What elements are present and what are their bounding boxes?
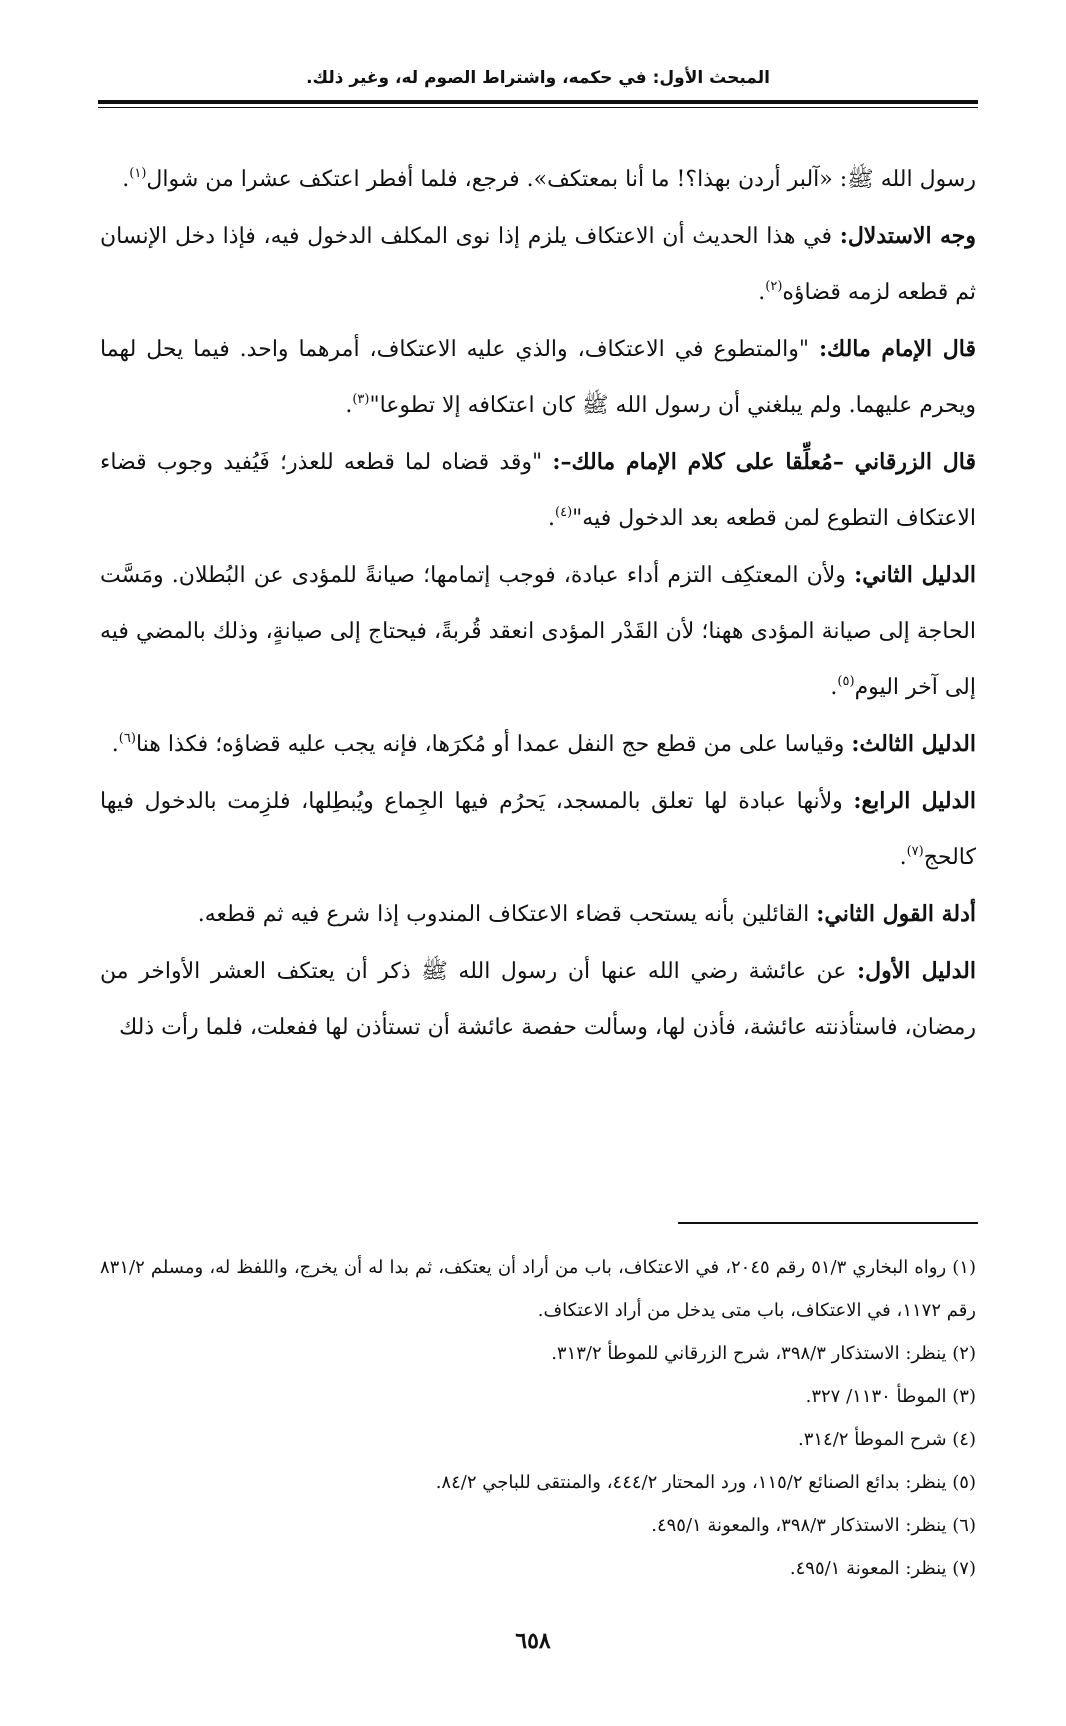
footnote-2: (٢) ينظر: الاستذكار ٣٩٨/٣، شرح الزرقاني للموطأ ٣١٣/٢. bbox=[551, 1343, 976, 1364]
paragraph-third-evidence: الدليل الثالث: وقياسا على من قطع حج النفل عمدا أو مُكرَها، فإنه يجب عليه قضاؤه؛ فكذا هنا$^{(٦)}$. bbox=[111, 731, 976, 757]
footnote-ref-2[interactable]: (٢) bbox=[765, 279, 783, 294]
footnote-ref-1[interactable]: (١) bbox=[129, 166, 147, 181]
paragraph-text: ولأنها عبادة لها تعلق بالمسجد، يَحرُم فيها الجِماع ويُبطِلها، فلزِمت بالدخول فيها كالحج bbox=[100, 789, 976, 870]
paragraph-text: وقياسا على من قطع حج النفل عمدا أو مُكرَها، فإنه يجب عليه قضاؤه؛ فكذا هنا bbox=[135, 732, 852, 757]
paragraph-second-evidence: الدليل الثاني: ولأن المعتكِف التزم أداء عبادة، فوجب إتمامها؛ صيانةً للمؤدى عن البُطلان. ومَسَّت الحاجة إلى صيانة المؤدى ههنا؛ لأن القَدْر المؤدى انعقد قُربةً، فيحتاج إلى صيانةٍ، وذلك بالمضي فيه إلى آخر اليوم$^{(٥)}$. bbox=[100, 562, 977, 700]
paragraph-lead: الدليل الأول: bbox=[857, 958, 976, 984]
page-number: ٦٥٨ bbox=[515, 1628, 551, 1654]
header-rule bbox=[98, 100, 978, 108]
footnote-5: (٥) ينظر: بدائع الصنائع ١١٥/٢، ورد المحتار ٤٤٤/٢، والمنتقى للباجي ٨٤/٢. bbox=[435, 1472, 976, 1493]
footnote-ref-7[interactable]: (٧) bbox=[906, 844, 924, 859]
footnote-7: (٧) ينظر: المعونة ٤٩٥/١. bbox=[789, 1558, 976, 1579]
paragraph-text: "والمتطوع في الاعتكاف، والذي عليه الاعتكاف، أمرهما واحد. فيما يحل لهما ويحرم عليهما. ولم يبلغني أن رسول الله ﷺ كان اعتكافه إلا تطوعا" bbox=[100, 337, 976, 418]
paragraph-hadith-continuation: رسول الله ﷺ: «آلبر أردن بهذا؟! ما أنا بمعتكف». فرجع، فلما أفطر اعتكف عشرا من شوال$^{(١)}$. bbox=[122, 166, 976, 192]
paragraph-second-opinion-evidence bbox=[100, 886, 976, 943]
footnote-4: (٤) شرح الموطأ ٣١٤/٢. bbox=[797, 1429, 976, 1450]
paragraph-first-evidence bbox=[100, 943, 976, 1056]
paragraph-malik: قال الإمام مالك: "والمتطوع في الاعتكاف، والذي عليه الاعتكاف، أمرهما واحد. فيما يحل لهما ويحرم عليهما. ولم يبلغني أن رسول الله ﷺ كان اعتكافه إلا تطوعا"$^{(٣)}$. bbox=[100, 336, 976, 418]
footnote-3: (٣) الموطأ ١١٣٠/ ٣٢٧. bbox=[805, 1386, 976, 1407]
footnote-1: (١) رواه البخاري ٥١/٣ رقم ٢٠٤٥، في الاعتكاف، باب من أراد أن يعتكف، ثم بدا له أن يخرج، واللفظ له، ومسلم ٨٣١/٢ رقم ١١٧٢، في الاعتكاف، باب متى يدخل من أراد الاعتكاف. bbox=[100, 1257, 976, 1321]
paragraph-text: القائلين بأنه يستحب قضاء الاعتكاف المندوب إذا شرع فيه ثم قطعه. bbox=[197, 902, 817, 927]
paragraph-inference: وجه الاستدلال: في هذا الحديث أن الاعتكاف يلزم إذا نوى المكلف الدخول فيه، فإذا دخل الإنسان ثم قطعه لزمه قضاؤه$^{(٢)}$. bbox=[100, 223, 976, 305]
paragraph-text: عن عائشة رضي الله عنها أن رسول الله ﷺ ذكر أن يعتكف العشر الأواخر من رمضان، فاستأذنته عائشة، فأذن لها، وسألت حفصة عائشة أن تستأذن لها ففعلت، فلما رأت ذلك bbox=[100, 959, 976, 1040]
footnote-ref-5[interactable]: (٥) bbox=[837, 674, 855, 689]
paragraph-fourth-evidence: الدليل الرابع: ولأنها عبادة لها تعلق بالمسجد، يَحرُم فيها الجِماع ويُبطِلها، فلزِمت بالدخول فيها كالحج$^{(٧)}$. bbox=[100, 788, 976, 870]
footnote-ref-6[interactable]: (٦) bbox=[118, 731, 136, 746]
footnote-ref-3[interactable]: (٣) bbox=[352, 392, 370, 407]
paragraph-lead: الدليل الثاني: bbox=[854, 562, 977, 588]
main-text bbox=[100, 152, 976, 1056]
footnote-separator bbox=[678, 1222, 978, 1224]
running-header: المبحث الأول: في حكمه، واشتراط الصوم له، وغير ذلك. bbox=[306, 68, 770, 88]
paragraph-text: "وقد قضاه لما قطعه للعذر؛ فَيُفيد وجوب قضاء الاعتكاف التطوع لمن قطعه بعد الدخول فيه" bbox=[100, 450, 976, 531]
paragraph-lead: الدليل الرابع: bbox=[853, 788, 976, 814]
paragraph-lead: وجه الاستدلال: bbox=[839, 223, 976, 249]
paragraph-text: رسول الله ﷺ: «آلبر أردن بهذا؟! ما أنا بمعتكف». فرجع، فلما أفطر اعتكف عشرا من شوال bbox=[146, 167, 976, 192]
footnotes bbox=[100, 1246, 976, 1590]
paragraph-lead: قال الإمام مالك: bbox=[818, 336, 976, 362]
paragraph-text: ولأن المعتكِف التزم أداء عبادة، فوجب إتمامها؛ صيانةً للمؤدى عن البُطلان. ومَسَّت الحاجة إلى صيانة المؤدى ههنا؛ لأن القَدْر المؤدى انعقد قُربةً، فيحتاج إلى صيانةٍ، وذلك بالمضي فيه إلى آخر اليوم bbox=[100, 563, 976, 700]
paragraph-lead: الدليل الثالث: bbox=[851, 731, 976, 757]
footnote-ref-4[interactable]: (٤) bbox=[555, 505, 573, 520]
footnote-6: (٦) ينظر: الاستذكار ٣٩٨/٣، والمعونة ٤٩٥/١. bbox=[651, 1515, 976, 1536]
paragraph-zurqani: قال الزرقاني –مُعلِّقا على كلام الإمام مالك–: "وقد قضاه لما قطعه للعذر؛ فَيُفيد وجوب قضاء الاعتكاف التطوع لمن قطعه بعد الدخول فيه"$^{(٤)}$. bbox=[100, 449, 976, 531]
paragraph-lead: أدلة القول الثاني: bbox=[816, 901, 976, 927]
paragraph-text: في هذا الحديث أن الاعتكاف يلزم إذا نوى المكلف الدخول فيه، فإذا دخل الإنسان ثم قطعه لزمه قضاؤه bbox=[100, 224, 976, 305]
paragraph-lead: قال الزرقاني –مُعلِّقا على كلام الإمام مالك–: bbox=[552, 449, 976, 475]
